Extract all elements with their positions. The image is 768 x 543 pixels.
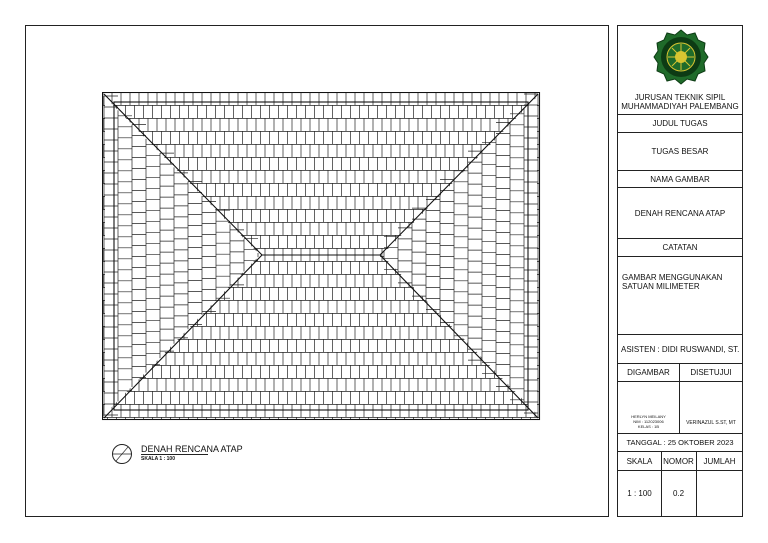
signature-row (618, 382, 742, 434)
university-logo (653, 29, 709, 85)
catatan-line-1: GAMBAR MENGGUNAKAN (622, 273, 723, 282)
nama-gambar-label: NAMA GAMBAR (618, 171, 742, 188)
nomor-label: NOMOR (663, 456, 694, 466)
catatan-value (618, 257, 742, 335)
skala-value-row (618, 471, 742, 516)
digambar-nim: NIM : 112023006 (633, 419, 664, 424)
institution-line-2: MUHAMMADIYAH PALEMBANG (621, 102, 739, 111)
jumlah-value (696, 471, 743, 516)
tanggal-cell: TANGGAL : 25 OKTOBER 2023 (618, 434, 742, 452)
title-block (617, 25, 743, 517)
drawing-label-scale: SKALA 1 : 100 (141, 456, 175, 462)
roof-tiles (103, 92, 539, 420)
disetujui-name: VERINAZUL S.ST, MT (686, 420, 736, 426)
digambar-kelas: KELAS : 1B (637, 424, 660, 429)
skala-value: 1 : 100 (627, 489, 652, 498)
nomor-value: 0.2 (672, 489, 685, 498)
judul-tugas-label: JUDUL TUGAS (618, 115, 742, 133)
roof-plan-drawing (102, 92, 542, 422)
digambar-label: DIGAMBAR (627, 368, 670, 377)
drawing-label (110, 442, 310, 466)
catatan-line-2: SATUAN MILIMETER (622, 282, 700, 291)
skala-label: SKALA (626, 456, 653, 466)
institution-cell (618, 26, 742, 115)
skala-header-row (618, 452, 742, 471)
digambar-signature (618, 382, 679, 433)
signature-header-row (618, 364, 742, 382)
asisten-cell: ASISTEN : DIDI RUSWANDI, ST. (618, 335, 742, 364)
jumlah-label: JUMLAH (703, 456, 736, 466)
catatan-label: CATATAN (618, 239, 742, 257)
drawing-label-rule (141, 454, 208, 455)
section-marker-icon (110, 442, 136, 466)
institution-line-1: JURUSAN TEKNIK SIPIL (634, 93, 726, 102)
disetujui-label: DISETUJUI (690, 368, 732, 377)
nama-gambar-value: DENAH RENCANA ATAP (618, 188, 742, 239)
digambar-name: HERLYN MEILANY (631, 414, 666, 419)
side-slope-tiles (104, 94, 538, 418)
drawing-label-title: DENAH RENCANA ATAP (141, 444, 243, 454)
judul-tugas-value: TUGAS BESAR (618, 133, 742, 171)
